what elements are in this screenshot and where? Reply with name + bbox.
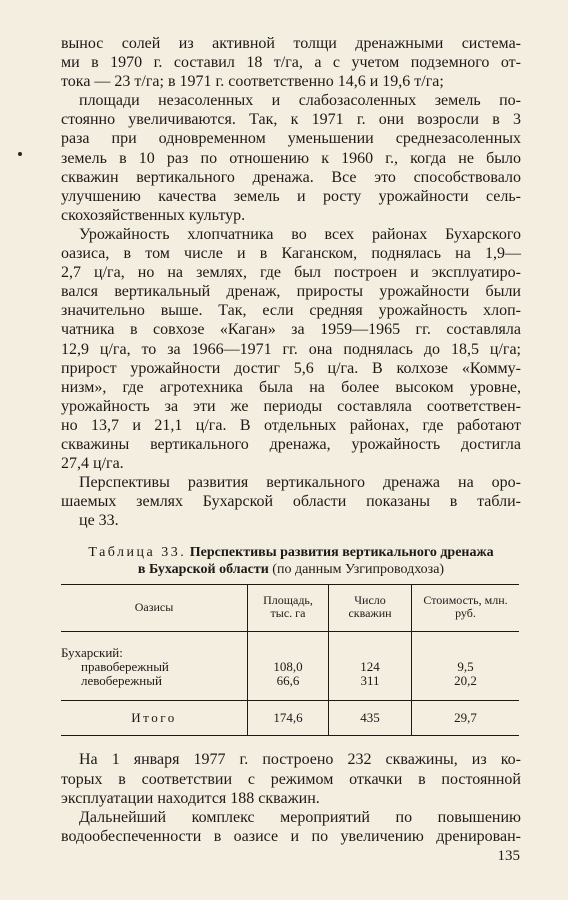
oasis-name: правобережный (81, 659, 169, 675)
text-line: це 33. (79, 512, 119, 530)
text-line: На 1 января 1977 г. построено 232 скважины, из ко- (79, 751, 521, 769)
text-line: Дальнейший комплекс мероприятий по повышению (79, 808, 521, 826)
oasis-group: Бухарский: (61, 645, 123, 661)
paragraph-salts (61, 34, 521, 91)
text-line: урожайность за эти же периоды составляла соответствен- (61, 397, 521, 415)
paragraph-lands (61, 91, 521, 225)
text-line: скважины вертикального дренажа, урожайность достигла (61, 435, 521, 453)
text-line: скважин вертикального дренажа. Все это способствовало (61, 168, 521, 186)
text-line: значительно выше. Так, если средняя урожайность хлоп- (61, 302, 521, 320)
wells-cell (329, 632, 412, 701)
text-line: 27,4 ц/га. (61, 455, 124, 473)
text-line: эксплуатации находится 188 скважин. (61, 789, 320, 807)
oasis-name: левобережный (81, 673, 162, 689)
paragraph-wells-built (61, 750, 521, 807)
text-line: раза при одновременном уменьшении среднезасоленных (61, 130, 521, 148)
oasis-cell (61, 632, 248, 701)
table-source: (по данным Узгипроводхоза) (272, 562, 445, 578)
text-line: торых в соответствии с режимом откачки в постоянной (61, 770, 521, 788)
wells-value: 124 (360, 659, 380, 675)
text-line: площади незасоленных и слабозасоленных земель по- (79, 92, 521, 110)
body-text-top (61, 34, 521, 530)
area-value: 66,6 (276, 673, 300, 689)
table-caption (61, 544, 521, 578)
col-header-cost: Стоимость, млн. руб. (412, 585, 520, 632)
text-line: тока — 23 т/га; в 1971 г. соответственно 14,6 и 19,6 т/га; (61, 73, 444, 91)
text-line: шаемых землях Бухарской области показаны в табли- (61, 493, 521, 511)
text-line: Перспективы развития вертикального дренажа на оро- (79, 474, 521, 492)
paragraph-perspectives (61, 473, 521, 530)
table-title-cont: в Бухарской области (137, 562, 269, 578)
col-header-wells: Число скважин (329, 585, 412, 632)
total-cost: 29,7 (412, 701, 520, 736)
table-body-row (61, 632, 519, 701)
text-line: скохозяйственных культур. (61, 206, 246, 224)
text-line: прирост урожайности достиг 5,6 ц/га. В колхозе «Комму- (61, 359, 521, 377)
page-number: 135 (497, 848, 520, 864)
text-line: оазиса, в том числе и в Каганском, поднялась на 1,9— (61, 245, 521, 263)
text-line: водообеспеченности в оазисе и по увеличению дренирован- (61, 827, 521, 845)
paragraph-yield (61, 225, 521, 473)
total-label: Итого (61, 701, 248, 736)
text-line: улучшению качества земель и росту урожайности сель- (61, 187, 521, 205)
body-text-bottom (61, 750, 521, 845)
total-wells: 435 (329, 701, 412, 736)
text-line: 12,9 ц/га, то за 1966—1971 гг. она поднялась до 18,5 ц/га; (61, 340, 521, 358)
paragraph-further (61, 808, 521, 846)
margin-mark (18, 152, 22, 156)
cost-value: 9,5 (457, 659, 474, 675)
table-header-row (61, 585, 519, 632)
wells-value: 311 (360, 673, 380, 689)
text-line: чатника в совхозе «Каган» за 1959—1965 гг. составляла (61, 321, 521, 339)
cost-cell (412, 632, 520, 701)
col-header-oasis: Оазисы (61, 585, 248, 632)
text-line: Урожайность хлопчатника во всех районах Бухарского (79, 225, 521, 243)
text-line: 2,7 ц/га, но на землях, где был построен и эксплуатиро- (61, 264, 521, 282)
drainage-table (61, 584, 519, 736)
cost-value: 20,2 (454, 673, 477, 689)
text-line: стоянно увеличиваются. Так, к 1971 г. они возросли в 3 (61, 111, 521, 129)
table-label: Таблица 33. (88, 545, 187, 561)
text-line: низм», где агротехника была на более высоком уровне, (61, 378, 521, 396)
text-line: но 13,7 и 21,1 ц/га. В отдельных районах, где работают (61, 416, 521, 434)
text-line: ми в 1970 г. составил 18 т/га, а с учетом подземного от- (61, 54, 521, 72)
table-title: Перспективы развития вертикального дренажа (189, 545, 494, 561)
total-area: 174,6 (248, 701, 329, 736)
text-line: вынос солей из активной толщи дренажными система- (61, 35, 521, 52)
text-line: вался вертикальный дренаж, приросты урожайности были (61, 283, 521, 301)
text-line: земель в 10 раз по отношению к 1960 г., когда не было (61, 149, 521, 167)
area-cell (248, 632, 329, 701)
col-header-area: Площадь, тыс. га (248, 585, 329, 632)
table-total-row (61, 701, 519, 736)
area-value: 108,0 (273, 659, 303, 675)
page-content (61, 34, 521, 846)
